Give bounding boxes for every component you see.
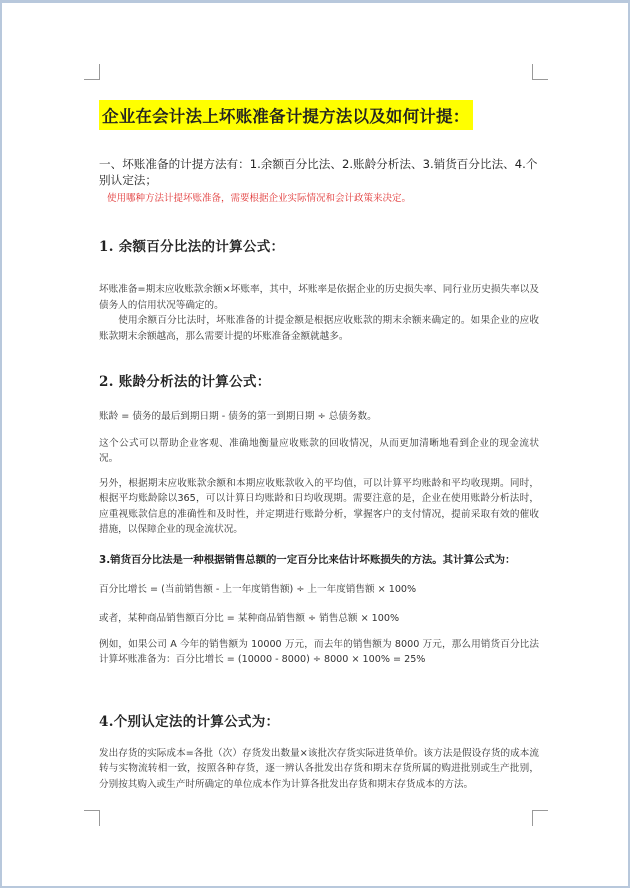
crop-mark-top-right — [532, 64, 548, 80]
section3-heading: 3.销货百分比法是一种根据销售总额的一定百分比来估计坏账损失的方法。其计算公式为： — [99, 553, 516, 566]
intro-paragraph: 一、坏账准备的计提方法有：1.余额百分比法、2.账龄分析法、3.销货百分比法、4.个别认定法； — [99, 157, 538, 187]
crop-mark-bottom-right — [532, 810, 548, 826]
section3-formula-2: 或者，某种商品销售额百分比 = 某种商品销售额 ÷ 销售总额 × 100% — [99, 613, 400, 624]
section2-heading: 2. 账龄分析法的计算公式： — [99, 374, 271, 390]
crop-mark-bottom-left — [84, 810, 100, 826]
section3-formula-1: 百分比增长 = (当前销售额 - 上一年度销售额) ÷ 上一年度销售额 × 100% — [99, 583, 417, 595]
section2-paragraph-3: 另外，根据期末应收账款余额和本期应收账款收入的平均值，可以计算平均账龄和平均收现期。同时，根据平均账龄除以365，可以计算日均账龄和日均收现期。需要注意的是，企业在使用账龄分析法时，应重视账款信息的准确性和及时性，并定期进行账龄分析，掌握客户的支付情况，提前采取有效的催收措施，以保障企业的现金流状况。 — [99, 477, 539, 535]
section4-paragraph: 发出存货的实际成本=各批（次）存货发出数量×该批次存货实际进货单价。该方法是假设存货的成本流转与实物流转相一致，按照各种存货，逐一辨认各批发出存货和期末存货所属的购进批别或生产批别，分别按其购入或生产时所确定的单位成本作为计算各批发出存货和期末存货成本的方法。 — [99, 747, 539, 790]
section3-example: 例如，如果公司 A 今年的销售额为 10000 万元，而去年的销售额为 8000 万元，那么用销货百分比法计算坏账准备为：百分比增长 = (10000 - 8000) ÷ 8000 × 100% = 25% — [99, 638, 539, 665]
section2-formula: 账龄 = 债务的最后到期日期 - 债务的第一到期日期 ÷ 总债务数。 — [99, 411, 377, 422]
section1-paragraph-2: 使用余额百分比法时，坏账准备的计提金额是根据应收账款的期末余额来确定的。如果企业的应收账款期末余额越高，那么需要计提的坏账准备金额就越多。 — [99, 315, 539, 342]
red-note: 使用哪种方法计提坏账准备，需要根据企业实际情况和会计政策来决定。 — [107, 193, 412, 204]
section1-paragraph-1: 坏账准备=期末应收账款余额×坏账率，其中，坏账率是依据企业的历史损失率、同行业历史损失率以及债务人的信用状况等确定的。 — [99, 284, 539, 311]
section4-heading: 4.个别认定法的计算公式为： — [99, 713, 280, 730]
document-title: 企业在会计法上坏账准备计提方法以及如何计提： — [99, 100, 473, 130]
section1-heading: 1. 余额百分比法的计算公式： — [99, 239, 285, 255]
section2-paragraph-2: 这个公式可以帮助企业客观、准确地衡量应收账款的回收情况，从而更加清晰地看到企业的现金流状况。 — [99, 437, 539, 464]
document-page — [99, 92, 539, 792]
crop-mark-top-left — [84, 64, 100, 80]
